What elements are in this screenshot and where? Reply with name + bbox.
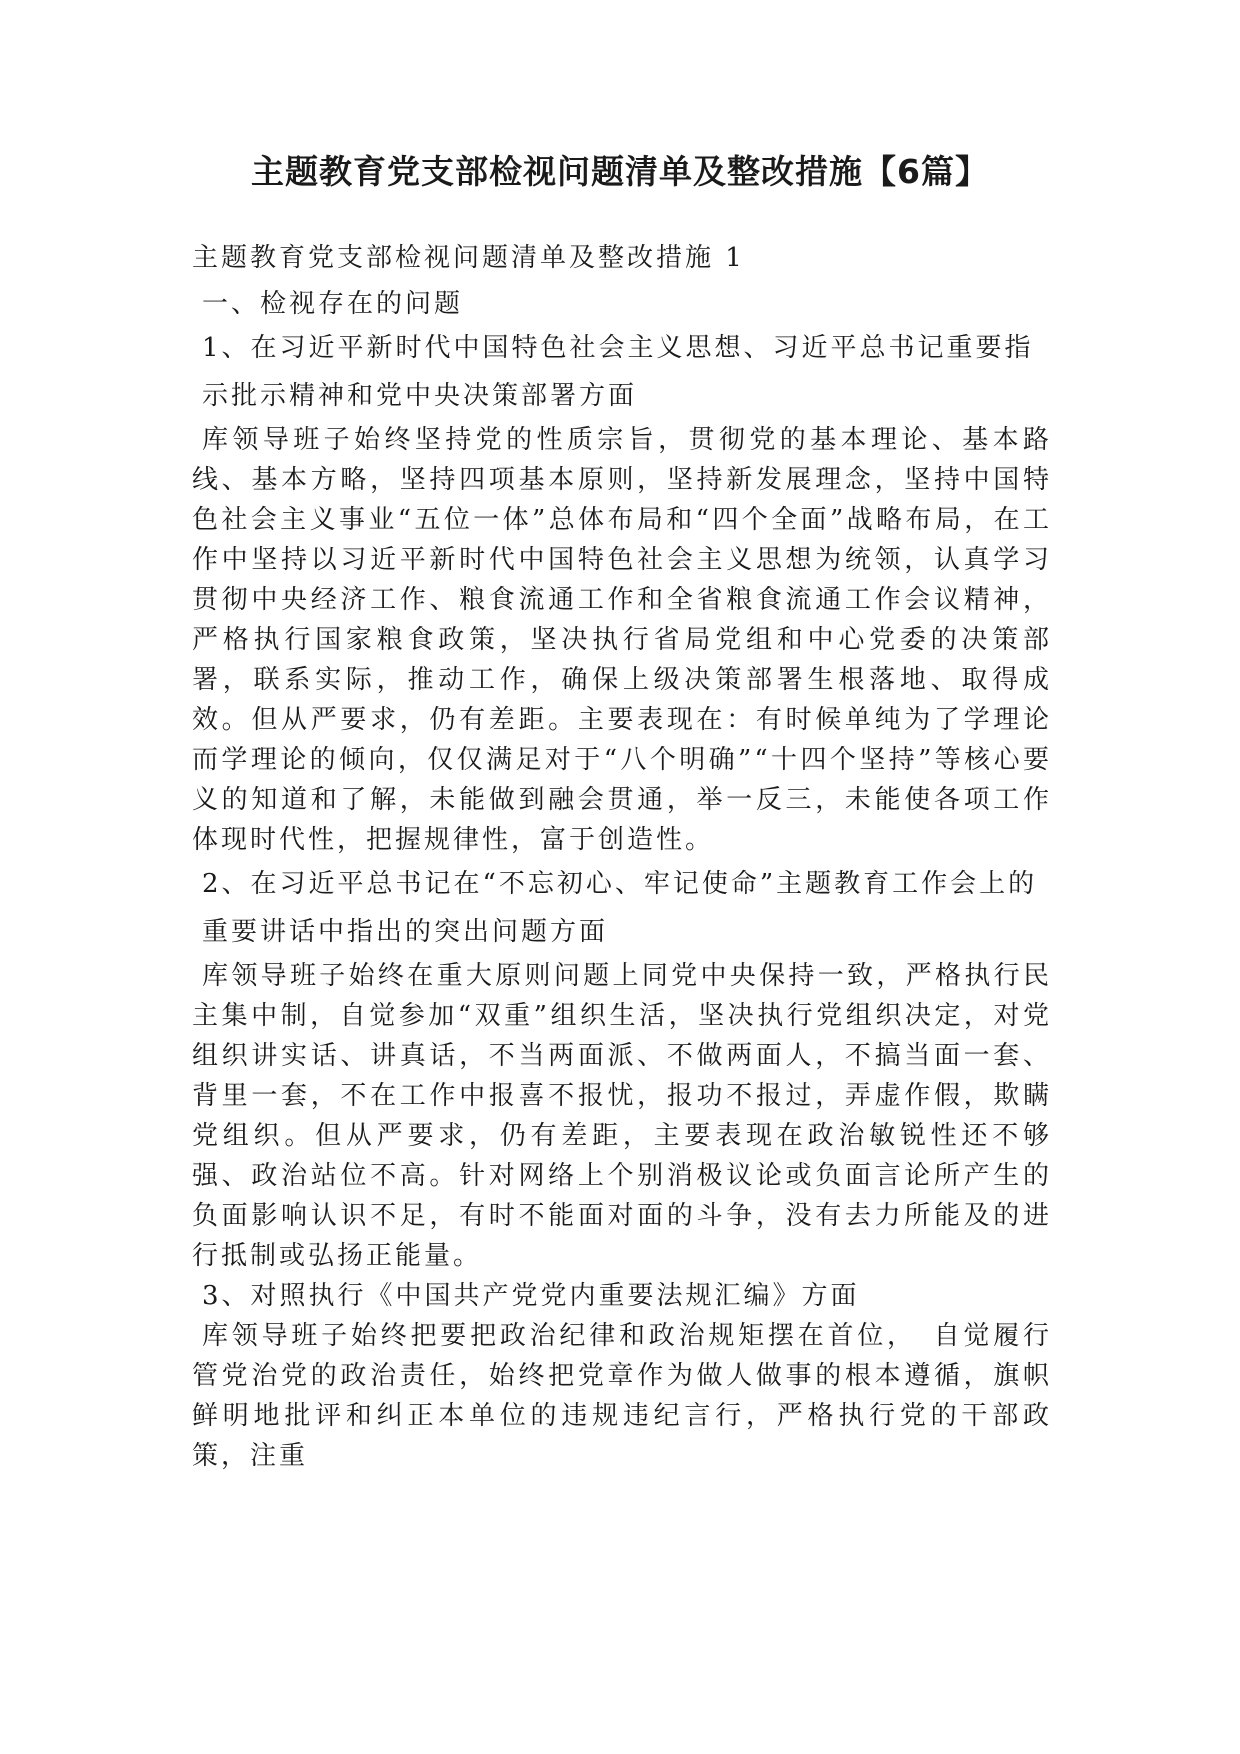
item-heading-3: 3、对照执行《中国共产党党内重要法规汇编》方面 — [202, 1281, 860, 1311]
document-title: 主题教育党支部检视问题清单及整改措施【6篇】 — [251, 152, 989, 191]
document-body — [192, 238, 1052, 1476]
item-body-2: 库领导班子始终在重大原则问题上同党中央保持一致，严格执行民主集中制，自觉参加“双重”组织生活，坚决执行党组织决定，对党组织讲实话、讲真话，不当两面派、不做两面人，不搞当面一套、背里一套，不在工作中报喜不报忧，报功不报过，弄虚作假，欺瞒党组织。但从严要求，仍有差距，主要表现在政治敏锐性还不够强、政治站位不高。针对网络上个别消极议论或负面言论所产生的负面影响认识不足，有时不能面对面的斗争，没有去力所能及的进行抵制或弘扬正能量。 — [192, 961, 1052, 1271]
item-body-3: 库领导班子始终把要把政治纪律和政治规矩摆在首位， 自觉履行管党治党的政治责任，始终把党章作为做人做事的根本遵循，旗帜鲜明地批评和纠正本单位的违规违纪言行，严格执行党的干部政策，注重 — [192, 1321, 1052, 1471]
item-body-1: 库领导班子始终坚持党的性质宗旨，贯彻党的基本理论、基本路线、基本方略，坚持四项基本原则，坚持新发展理念，坚持中国特色社会主义事业“五位一体”总体布局和“四个全面”战略布局，在工作中坚持以习近平新时代中国特色社会主义思想为统领，认真学习贯彻中央经济工作、粮食流通工作和全省粮食流通工作会议精神，严格执行国家粮食政策，坚决执行省局党组和中心党委的决策部署，联系实际，推动工作，确保上级决策部署生根落地、取得成效。但从严要求，仍有差距。主要表现在：有时候单纯为了学理论而学理论的倾向，仅仅满足对于“八个明确”“十四个坚持”等核心要义的知道和了解，未能做到融会贯通，举一反三，未能使各项工作体现时代性，把握规律性，富于创造性。 — [192, 425, 1052, 855]
item-heading-1: 1、在习近平新时代中国特色社会主义思想、习近平总书记重要指示批示精神和党中央决策部署方面 — [202, 333, 1034, 411]
part-heading: 一、检视存在的问题 — [202, 289, 464, 319]
item-heading-2: 2、在习近平总书记在“不忘初心、牢记使命”主题教育工作会上的重要讲话中指出的突出问题方面 — [202, 869, 1038, 947]
section-title: 主题教育党支部检视问题清单及整改措施 1 — [192, 243, 745, 273]
